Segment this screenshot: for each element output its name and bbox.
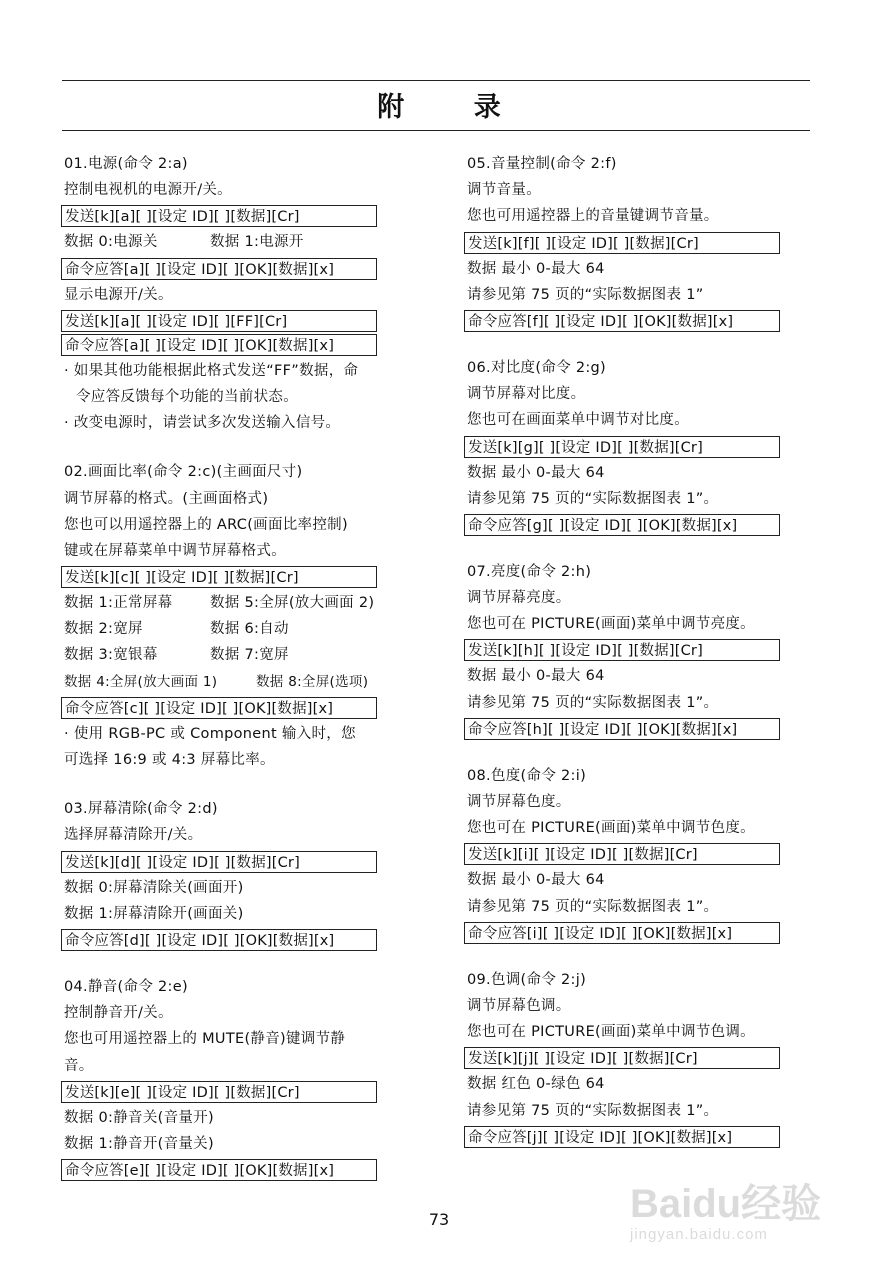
data-pair xyxy=(64,616,424,642)
data-value: 数据 8:全屏(选项) xyxy=(256,673,369,690)
section-heading: 02.画面比率(命令 2:c)(主画面尺寸) xyxy=(64,464,303,481)
data-pair xyxy=(64,669,424,695)
note-bullet: · 如果其他功能根据此格式发送“FF”数据，命 xyxy=(64,362,359,379)
section-desc: 调节屏幕的格式。(主画面格式) xyxy=(64,490,269,507)
reply-command-box: 命令应答[a][ ][设定 ID][ ][OK][数据][x] xyxy=(61,258,377,280)
page-title: 附 录 xyxy=(377,92,531,123)
data-value: 数据 1:屏幕清除开(画面关) xyxy=(64,905,244,922)
note-bullet: · 使用 RGB-PC 或 Component 输入时，您 xyxy=(64,725,356,742)
data-value: 数据 1:静音开(音量关) xyxy=(64,1135,214,1152)
data-value: 数据 最小 0-最大 64 xyxy=(467,668,605,685)
section-desc: 调节屏幕对比度。 xyxy=(467,386,586,403)
section-mute xyxy=(64,974,424,1181)
section-desc: 您也可在画面菜单中调节对比度。 xyxy=(467,412,689,429)
data-value: 数据 6:自动 xyxy=(210,621,289,638)
data-value: 数据 3:宽银幕 xyxy=(64,647,158,664)
data-value: 数据 1:正常屏幕 xyxy=(64,595,173,612)
section-heading: 07.亮度(命令 2:h) xyxy=(467,563,592,580)
data-value: 数据 最小 0-最大 64 xyxy=(467,260,605,277)
right-column xyxy=(467,151,827,1171)
send-command-box: 发送[k][a][ ][设定 ID][ ][FF][Cr] xyxy=(61,310,377,332)
section-desc: 您也可在 PICTURE(画面)菜单中调节色度。 xyxy=(467,820,755,837)
data-value: 数据 0:电源关 xyxy=(64,234,158,251)
section-desc: 您也可用遥控器上的 MUTE(静音)键调节静 xyxy=(64,1031,346,1048)
watermark-url: jingyan.baidu.com xyxy=(630,1226,768,1243)
section-brightness xyxy=(467,559,827,740)
left-column xyxy=(64,151,424,1204)
data-value: 数据 4:全屏(放大画面 1) xyxy=(64,673,218,690)
section-desc: 调节屏幕亮度。 xyxy=(467,590,571,607)
data-pair xyxy=(64,229,424,255)
section-desc: 调节屏幕色度。 xyxy=(467,794,571,810)
section-contrast xyxy=(467,355,827,536)
section-heading: 03.屏幕清除(命令 2:d) xyxy=(64,801,218,818)
send-command-box: 发送[k][g][ ][设定 ID][ ][数据][Cr] xyxy=(464,436,780,458)
reply-command-box: 命令应答[f][ ][设定 ID][ ][OK][数据][x] xyxy=(464,310,780,332)
section-desc: 键或在屏幕菜单中调节屏幕格式。 xyxy=(64,542,286,559)
watermark-logo: Baidu经验 xyxy=(630,1182,822,1226)
section-heading: 09.色调(命令 2:j) xyxy=(467,971,587,988)
title-rule xyxy=(62,130,810,131)
reply-command-box: 命令应答[j][ ][设定 ID][ ][OK][数据][x] xyxy=(464,1126,780,1148)
data-pair xyxy=(64,642,424,668)
reply-command-box: 命令应答[i][ ][设定 ID][ ][OK][数据][x] xyxy=(464,922,780,944)
reply-command-box: 命令应答[g][ ][设定 ID][ ][OK][数据][x] xyxy=(464,514,780,536)
data-value: 数据 最小 0-最大 64 xyxy=(467,464,605,481)
data-value: 请参见第 75 页的“实际数据图表 1”。 xyxy=(467,1102,719,1119)
data-value: 请参见第 75 页的“实际数据图表 1”。 xyxy=(467,694,719,711)
reply-command-box: 命令应答[a][ ][设定 ID][ ][OK][数据][x] xyxy=(61,334,377,356)
data-value: 请参见第 75 页的“实际数据图表 1” xyxy=(467,286,704,303)
section-desc: 调节屏幕色调。 xyxy=(467,997,571,1014)
data-value: 数据 最小 0-最大 64 xyxy=(467,872,605,889)
send-command-box: 发送[k][a][ ][设定 ID][ ][数据][Cr] xyxy=(61,205,377,227)
send-command-box: 发送[k][c][ ][设定 ID][ ][数据][Cr] xyxy=(61,566,377,588)
note-bullet: · 改变电源时，请尝试多次发送输入信号。 xyxy=(64,415,341,432)
section-desc: 您也可在 PICTURE(画面)菜单中调节亮度。 xyxy=(467,616,755,633)
data-value: 请参见第 75 页的“实际数据图表 1”。 xyxy=(467,898,719,915)
section-heading: 08.色度(命令 2:i) xyxy=(467,767,587,784)
reply-command-box: 命令应答[c][ ][设定 ID][ ][OK][数据][x] xyxy=(61,697,377,719)
reply-command-box: 命令应答[d][ ][设定 ID][ ][OK][数据][x] xyxy=(61,929,377,951)
section-desc: 您也可用遥控器上的音量键调节音量。 xyxy=(467,208,719,225)
section-heading: 06.对比度(命令 2:g) xyxy=(467,359,606,376)
page-number: 73 xyxy=(428,1210,450,1229)
section-heading: 01.电源(命令 2:a) xyxy=(64,156,188,172)
data-value: 数据 红色 0-绿色 64 xyxy=(467,1076,605,1093)
section-color xyxy=(467,763,827,944)
baidu-watermark xyxy=(630,1182,860,1264)
section-desc: 显示电源开/关。 xyxy=(64,286,173,303)
section-desc: 音。 xyxy=(64,1057,94,1074)
data-pair xyxy=(64,590,424,616)
section-desc: 调节音量。 xyxy=(467,182,541,199)
data-value: 数据 0:屏幕清除关(画面开) xyxy=(64,879,244,896)
section-heading: 05.音量控制(命令 2:f) xyxy=(467,156,617,172)
note-continuation: 令应答反馈每个功能的当前状态。 xyxy=(76,388,298,405)
note-continuation: 可选择 16:9 或 4:3 屏幕比率。 xyxy=(64,752,275,769)
data-value: 数据 2:宽屏 xyxy=(64,621,143,638)
section-desc: 选择屏幕清除开/关。 xyxy=(64,827,203,844)
data-value: 数据 1:电源开 xyxy=(210,234,304,251)
section-tint xyxy=(467,967,827,1148)
section-screen-clear xyxy=(64,796,424,951)
data-value: 数据 0:静音关(音量开) xyxy=(64,1109,214,1126)
section-desc: 控制静音开/关。 xyxy=(64,1005,173,1022)
section-volume xyxy=(467,151,827,332)
section-aspect-ratio xyxy=(64,459,424,773)
data-value: 数据 7:宽屏 xyxy=(210,647,289,664)
data-value: 请参见第 75 页的“实际数据图表 1”。 xyxy=(467,490,719,507)
section-power xyxy=(64,151,424,436)
send-command-box: 发送[k][h][ ][设定 ID][ ][数据][Cr] xyxy=(464,639,780,661)
send-command-box: 发送[k][i][ ][设定 ID][ ][数据][Cr] xyxy=(464,843,780,865)
top-rule xyxy=(62,80,810,81)
send-command-box: 发送[k][d][ ][设定 ID][ ][数据][Cr] xyxy=(61,851,377,873)
reply-command-box: 命令应答[h][ ][设定 ID][ ][OK][数据][x] xyxy=(464,718,780,740)
send-command-box: 发送[k][e][ ][设定 ID][ ][数据][Cr] xyxy=(61,1081,377,1103)
section-desc: 控制电视机的电源开/关。 xyxy=(64,182,232,199)
data-value: 数据 5:全屏(放大画面 2) xyxy=(210,595,375,612)
send-command-box: 发送[k][f][ ][设定 ID][ ][数据][Cr] xyxy=(464,232,780,254)
send-command-box: 发送[k][j][ ][设定 ID][ ][数据][Cr] xyxy=(464,1047,780,1069)
section-heading: 04.静音(命令 2:e) xyxy=(64,979,188,996)
section-desc: 您也可以用遥控器上的 ARC(画面比率控制) xyxy=(64,516,348,533)
section-desc: 您也可在 PICTURE(画面)菜单中调节色调。 xyxy=(467,1024,755,1041)
reply-command-box: 命令应答[e][ ][设定 ID][ ][OK][数据][x] xyxy=(61,1159,377,1181)
